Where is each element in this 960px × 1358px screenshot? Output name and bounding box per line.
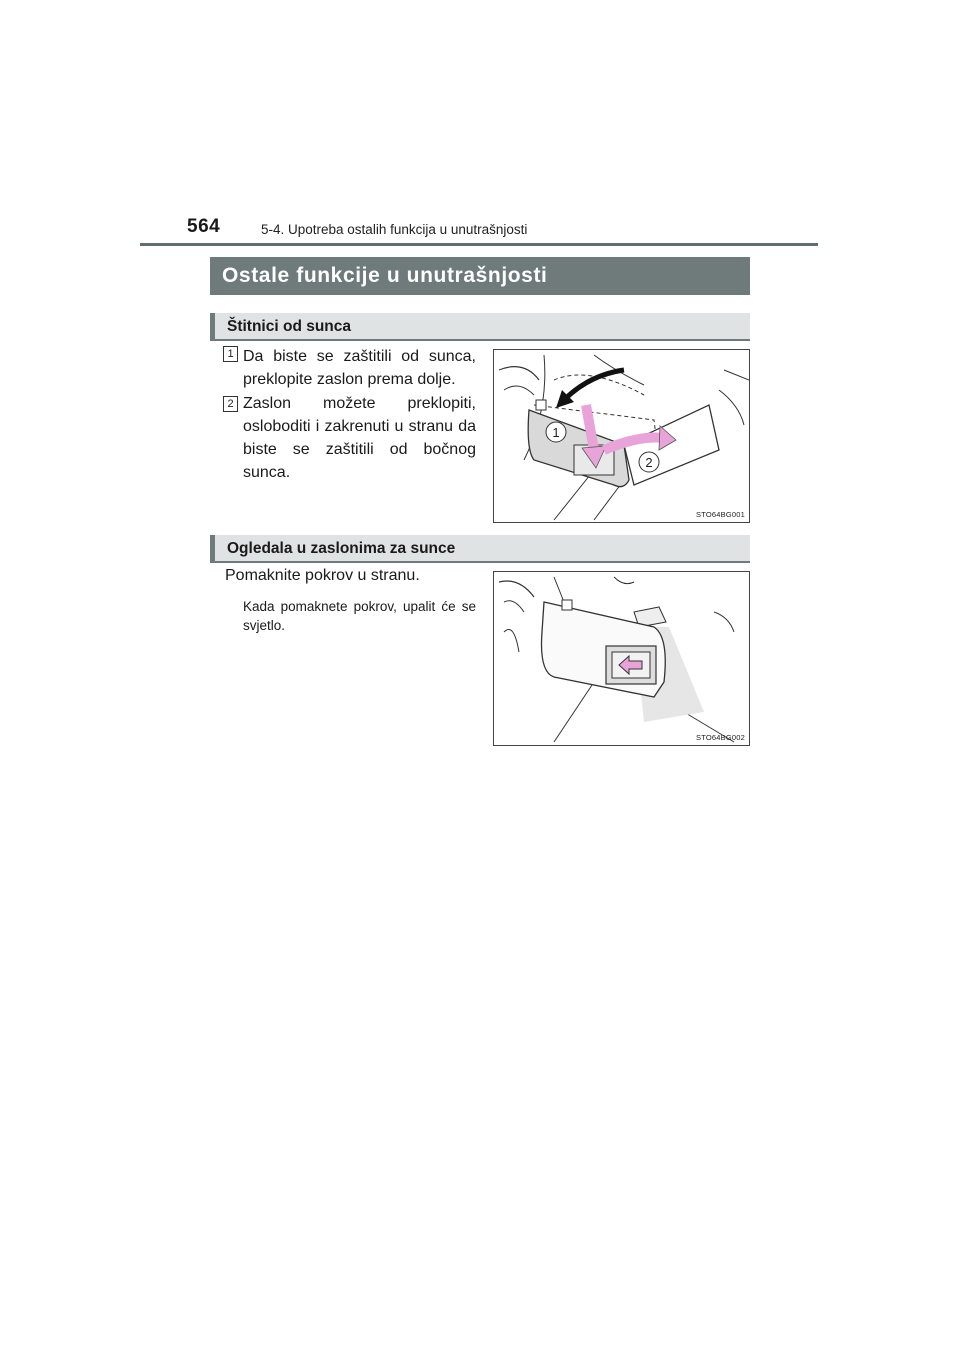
note-text: Kada pomaknete pokrov, upalit će se svjetlo. [243,599,476,633]
step-number-1: 1 [223,346,238,362]
step-text-1: Da biste se zaštitili od sunca, preklopite zaslon prema dolje. [243,348,476,388]
figure-code: STO64BG001 [696,510,745,519]
sun-visor-illustration [494,350,750,523]
header-rule [140,243,818,246]
callout-2: 2 [645,455,653,470]
sun-visor-figure [493,349,750,523]
subsection-heading-vanity-mirrors: Ogledala u zaslonima za sunce [210,535,750,563]
step-text-2: Zaslon možete preklopiti, osloboditi i zakrenuti u stranu da biste se zaštitili od bočnog sunca. [243,395,476,481]
subsection-heading-sun-visors: Štitnici od sunca [210,313,750,341]
vanity-mirror-illustration [494,572,750,746]
step-number-2: 2 [223,396,238,412]
running-header: 5-4. Upotreba ostalih funkcija u unutrašnjosti [261,222,528,237]
page-number: 564 [187,216,221,237]
instruction-text: Pomaknite pokrov u stranu. [225,567,420,584]
vanity-mirror-figure [493,571,750,746]
callout-1: 1 [552,425,560,440]
section-title: Ostale funkcije u unutrašnjosti [210,257,750,295]
figure-code: STO64BG002 [696,733,745,742]
